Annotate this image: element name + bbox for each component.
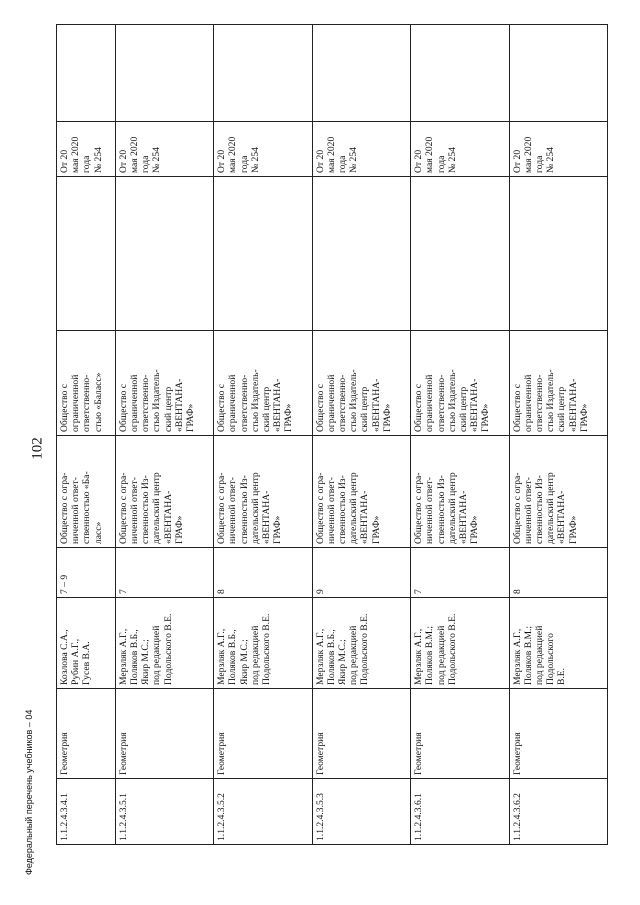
cell-number: 1.1.2.4.3.6.1 [411, 779, 509, 845]
cell-publisher: Общество с огра- ниченной ответ- ственностью Из- дательский центр «ВЕНТАНА- ГРАФ» [411, 436, 509, 548]
cell-order: От 20 мая 2020 года № 254 [411, 122, 509, 177]
cell-subject: Геометрия [115, 689, 213, 779]
cell-extra-blank [57, 25, 116, 122]
cell-number: 1.1.2.4.3.4.1 [57, 779, 116, 845]
footer-text: Федеральный перечень учебников – 04 [24, 709, 34, 875]
cell-number: 1.1.2.4.3.6.2 [509, 779, 607, 845]
rotated-page-content [56, 25, 608, 845]
textbook-table [56, 24, 608, 845]
table-row [214, 25, 312, 845]
cell-publisher: Общество с огра- ниченной ответ- ственностью Из- дательский центр «ВЕНТАНА- ГРАФ» [509, 436, 607, 548]
cell-legal-entity: Общество с ограниченной ответственно- стью Издатель- ский центр «ВЕНТАНА- ГРАФ» [312, 331, 410, 436]
cell-authors: Мерзляк А.Г., Поляков В.Б., Якир М.С.; под редакцией Подольского В.Е. [312, 598, 410, 689]
cell-number: 1.1.2.4.3.5.1 [115, 779, 213, 845]
cell-extra-blank [214, 25, 312, 122]
cell-authors: Мерзляк А.Г., Поляков В.Б., Якир М.С.; под редакцией Подольского В.Е. [214, 598, 312, 689]
cell-blank [214, 177, 312, 331]
table-row [115, 25, 213, 845]
cell-legal-entity: Общество с ограниченной ответственно- стью Издатель- ский центр «ВЕНТАНА- ГРАФ» [411, 331, 509, 436]
cell-blank [312, 177, 410, 331]
table-row [312, 25, 410, 845]
cell-legal-entity: Общество с ограниченной ответственно- стью Издатель- ский центр «ВЕНТАНА- ГРАФ» [115, 331, 213, 436]
cell-extra-blank [312, 25, 410, 122]
cell-legal-entity: Общество с ограниченной ответственно- стью Издатель- ский центр «ВЕНТАНА- ГРАФ» [214, 331, 312, 436]
cell-blank [411, 177, 509, 331]
cell-order: От 20 мая 2020 года № 254 [57, 122, 116, 177]
cell-subject: Геометрия [214, 689, 312, 779]
table-row [509, 25, 607, 845]
cell-publisher: Общество с огра- ниченной ответ- ственностью Из- дательский центр «ВЕНТАНА- ГРАФ» [115, 436, 213, 548]
cell-subject: Геометрия [411, 689, 509, 779]
cell-grades: 8 [509, 548, 607, 598]
cell-publisher: Общество с огра- ниченной ответ- ственностью «Ба- ласс» [57, 436, 116, 548]
cell-blank [57, 177, 116, 331]
cell-grades: 9 [312, 548, 410, 598]
cell-authors: Мерзляк А.Г., Поляков В.М.; под редакцией Подольского В.Е. [509, 598, 607, 689]
cell-number: 1.1.2.4.3.5.3 [312, 779, 410, 845]
cell-publisher: Общество с огра- ниченной ответ- ственностью Из- дательский центр «ВЕНТАНА- ГРАФ» [214, 436, 312, 548]
cell-order: От 20 мая 2020 года № 254 [115, 122, 213, 177]
cell-legal-entity: Общество с ограниченной ответственно- стью Издатель- ский центр «ВЕНТАНА- ГРАФ» [509, 331, 607, 436]
cell-authors: Мерзляк А.Г., Поляков В.Б., Якир М.С.; под редакцией Подольского В.Е. [115, 598, 213, 689]
cell-blank [115, 177, 213, 331]
table-body [57, 25, 608, 845]
cell-grades: 8 [214, 548, 312, 598]
cell-publisher: Общество с огра- ниченной ответ- ственностью Из- дательский центр «ВЕНТАНА- ГРАФ» [312, 436, 410, 548]
cell-grades: 7 [115, 548, 213, 598]
table-row [57, 25, 116, 845]
cell-order: От 20 мая 2020 года № 254 [214, 122, 312, 177]
table-row [411, 25, 509, 845]
cell-extra-blank [115, 25, 213, 122]
cell-subject: Геометрия [57, 689, 116, 779]
cell-grades: 7 [411, 548, 509, 598]
page-number: 102 [29, 437, 46, 460]
cell-subject: Геометрия [509, 689, 607, 779]
cell-authors: Козлова С.А., Рубин А.Г., Гусев В.А. [57, 598, 116, 689]
cell-order: От 20 мая 2020 года № 254 [509, 122, 607, 177]
cell-subject: Геометрия [312, 689, 410, 779]
cell-extra-blank [411, 25, 509, 122]
cell-number: 1.1.2.4.3.5.2 [214, 779, 312, 845]
cell-order: От 20 мая 2020 года № 254 [312, 122, 410, 177]
cell-blank [509, 177, 607, 331]
cell-grades: 7 – 9 [57, 548, 116, 598]
cell-authors: Мерзляк А.Г., Поляков В.М.; под редакцией Подольского В.Е. [411, 598, 509, 689]
cell-legal-entity: Общество с ограниченной ответственно- стью «Баласс» [57, 331, 116, 436]
cell-extra-blank [509, 25, 607, 122]
